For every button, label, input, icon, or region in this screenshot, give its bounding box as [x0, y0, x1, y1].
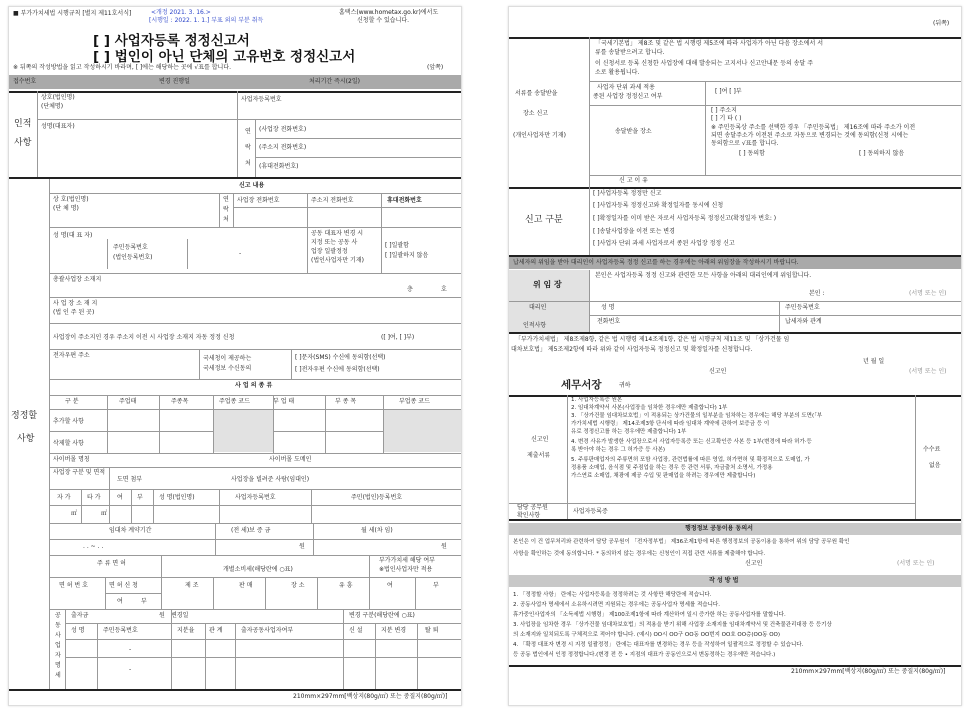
joint-char-0: 공 [55, 612, 61, 619]
lease-col-3: 부 [137, 494, 143, 501]
r-contact-1: 연 [223, 196, 229, 203]
r-dash: - [239, 250, 242, 257]
kind-item-4[interactable]: [ ]송달사업장을 이전 또는 변경 [593, 228, 675, 235]
premises-lease-label: 사업장을 빌려준 사람(임대인) [231, 476, 310, 483]
form-title-1: [ ] 사업자등록 정정신고서 [93, 33, 250, 49]
biz-col-5: 부 종 목 [335, 398, 357, 405]
method-item-4: 3. 사업장을 임차한 경우 「상가건물 임대차보호법」의 적용을 받기 위해 사업장 소재지를 임대차계약서 및 건축물관리대장 등 등기상 [513, 622, 832, 628]
excise-col-2: 장 소 [291, 582, 305, 589]
applicant-sign: (서명 또는 인) [909, 368, 947, 375]
delegate-title: 위 임 장 [533, 280, 562, 289]
report-section-title: 신고 내용 [239, 182, 265, 189]
delivery-reason-label: 신 고 이 유 [619, 177, 648, 184]
joint-char-2: 사 [55, 632, 61, 639]
personal-label-1: 인적 [14, 119, 32, 129]
enforcement-note: [시행일 : 2022. 1. 1.] 부표 외의 부분 취득 [149, 17, 264, 24]
joint-col-0: 성 명 [71, 627, 85, 634]
delivery-q-1: 사업자 단위 과세 적용 [597, 84, 655, 91]
biz-code-shade-1 [213, 410, 273, 452]
rep-name-label: 성명(대표자) [41, 123, 75, 130]
license-no-label: 면 허 번 호 [59, 582, 88, 589]
r-mobile: 휴대전화번호 [387, 197, 422, 204]
joint-col-1: 주민등록번호 [103, 627, 138, 634]
delivery-addr[interactable]: [ ] 주소지 [711, 107, 737, 114]
joint-char-4: 자 [55, 652, 61, 659]
r-email-label: 전자우편 주소 [53, 352, 90, 359]
joint-change-label: 변경일 [171, 612, 189, 619]
online-note-2: 신청할 수 있습니다. [357, 17, 410, 24]
excise-title: 개별소비세(해당란에 ○표) [223, 566, 293, 573]
delivery-note-1: ※ 주민등록상 주소를 선택한 경우 「주민등록법」 제16조에 따라 주소가 이전 [711, 124, 916, 131]
attach-item-3: 3. 「상가건물 임대차보호법」이 적용되는 상가건물의 일부분을 임차하는 경우에는 해당 부분의 도면(「부 [571, 413, 823, 419]
company-name-label: 상호(법인명) [41, 94, 75, 101]
r-email-b: 국세정보 수신동의 [203, 365, 252, 372]
agent-name: 성 명 [601, 304, 615, 311]
joint-amount-label: 출자금 [71, 612, 89, 619]
joint-dash-1: - [129, 646, 132, 653]
org-name-label: (단체명) [41, 103, 64, 110]
online-note: 홈택스(www.hometax.go.kr)에서도 [339, 9, 439, 16]
r-move-text: 사업장이 주소지인 경우 주소지 이전 시 사업장 소재지 자동 정정 신청 [53, 334, 235, 341]
page-side-label: (앞쪽) [427, 64, 444, 71]
joint-char-1: 동 [55, 622, 61, 629]
joint-won: 원 [159, 612, 165, 619]
kind-item-3[interactable]: [ ]확정일자를 이미 받은 자로서 사업자등록 정정신고(확정일자 번호: ) [593, 215, 777, 222]
reg-no-label: 사업자등록번호 [241, 96, 282, 103]
license-opt-yes[interactable]: 여 [117, 598, 123, 605]
premises-type-label: 사업장 구분 및 면적 [53, 469, 106, 476]
agent-label-1: 대리인 [529, 304, 547, 311]
lease-col-5: 사업자등록번호 [235, 494, 276, 501]
r-home-phone: 주소지 전화번호 [311, 197, 354, 204]
r-common-4: (법인사업자만 기재) [311, 257, 364, 264]
joint-col-5: 신 설 [349, 627, 363, 634]
method-item-7: 등 공동 법인에서 인정 정정합니다.(변경 전 등 • 지점의 대표가 공동인으로서 변동정하는 경우에만 적습니다.) [513, 652, 776, 658]
license-opt-no[interactable]: 부 [141, 598, 147, 605]
biz-phone-label: (사업장 전화번호) [259, 126, 307, 133]
consent-who: 신고인 [745, 560, 763, 567]
joint-char-3: 업 [55, 642, 61, 649]
vat-opt-no[interactable]: 부 [433, 582, 439, 589]
biz-type-title: 사 업 의 종 류 [235, 382, 273, 389]
excise-col-3: 유 흥 [339, 582, 353, 589]
r-corp-reg-label: (법인등록번호) [113, 254, 153, 261]
biz-col-1: 주업태 [119, 398, 137, 405]
biz-col-6: 부업종 코드 [399, 398, 430, 405]
attach-item-9: 정용품 소매업, 음식점 및 주점업을 하는 경우 등 관련 서류, 자금출처 소명서, 가정용 [571, 465, 773, 471]
delivery-etc[interactable]: [ ] 기 타 ( ) [711, 115, 742, 122]
cyber-mall-label: 사이버몰 명칭 [53, 456, 90, 463]
fee-label: 수수료 [923, 446, 941, 453]
biz-col-3: 주업종 코드 [219, 398, 250, 405]
fee-value: 없음 [929, 462, 941, 469]
r-email-sms[interactable]: [ ]문자(SMS) 수신에 동의함(선택) [295, 354, 386, 361]
contact-char-2: 락 [245, 144, 251, 151]
attach-left-2: 제출서류 [527, 452, 551, 459]
attach-item-6: 4. 변경 사유가 발생한 사업장으로서 사업자등록증 또는 신고확인증 사본 등 1부(변경에 따라 허가·등 [571, 439, 812, 445]
vat-sub: ※법인사업자만 적용 [379, 566, 433, 573]
cyber-domain-label: 사이버몰 도메인 [269, 456, 312, 463]
deposit-label: (전 세)보 증 금 [231, 527, 271, 534]
delivery-yn[interactable]: [ ]여 [ ]부 [715, 88, 742, 95]
contact-char-1: 연 [245, 128, 251, 135]
paper-spec-back: 210mm×297mm[백상지(80g/㎡) 또는 중질지(80g/㎡)] [791, 668, 946, 675]
biz-code-shade-2 [383, 410, 461, 452]
vat-opt-yes[interactable]: 여 [387, 582, 393, 589]
lease-dates: . . ~ . . [83, 543, 104, 550]
joint-char-6: 세 [55, 672, 61, 679]
delivery-text-2: 류를 송달받으려고 합니다. [595, 49, 665, 56]
agent-phone: 전화번호 [597, 318, 621, 325]
kind-item-1[interactable]: [ ]사업자등록 정정만 신고 [593, 190, 662, 197]
delivery-q-2: 종된 사업장 정정신고 여부 [593, 93, 663, 100]
receipt-bar [9, 75, 461, 89]
method-item-1: 1. 「정정할 사항」 란에는 사업자등록을 정정하려는 것 사항만 해당란에 적습니다. [513, 592, 712, 598]
form-page-front [8, 6, 462, 706]
r-contact-3: 처 [223, 216, 229, 223]
method-title: 작 성 방 법 [709, 577, 739, 584]
lease-col-4: 성 명(법인명) [159, 494, 195, 501]
legal-text-2: 대차보호법」 제5조제2항에 따라 위와 같이 사업자등록 정정신고 및 확정일자를 신청합니다. [511, 346, 753, 353]
license-title: 주 류 면 허 [97, 560, 126, 567]
lease-term-label: 임대차 계약기간 [109, 527, 152, 534]
r-common-no[interactable]: [ ]일괄하지 않음 [385, 252, 429, 259]
r-email-mail[interactable]: [ ]전자우편 수신에 동의함(선택) [295, 366, 380, 373]
monthly-won: 원 [441, 543, 447, 550]
kind-item-5[interactable]: [ ]사업자 단위 과세 사업자로서 종된 사업장 정정 신고 [593, 240, 735, 247]
delivery-note-2: 되면 송달주소가 이전된 주소로 자동으로 변경되는 것에 동의함(신청 시에는 [711, 132, 909, 139]
delivery-text-3: 이 신청서로 등록 신청한 사업장에 대해 발송되는 고지서나 신고안내문 등의 송달 주 [595, 60, 814, 67]
attach-item-1: 1. 사업자등록증 원본 [571, 397, 623, 403]
report-kind-label: 신고 구분 [525, 215, 563, 225]
r-addr-1: 사 업 장 소 재 지 [53, 300, 98, 307]
instruction-text: ※ 뒤쪽의 작성방법을 읽고 작성하시기 바라며, [ ]에는 해당하는 곳에 √표를 합니다. [13, 64, 232, 71]
delivery-place-label: 송달받을 장소 [615, 128, 652, 135]
biz-row-add: 추가할 사항 [53, 418, 84, 425]
change-label-2: 사항 [17, 434, 35, 444]
joint-col-7: 탈 퇴 [425, 627, 439, 634]
joint-dash-2: - [129, 666, 132, 673]
consent-line-2: 사항을 확인하는 것에 동의합니다. * 동의하지 않는 경우에는 신청인이 직접 관련 서류를 제출해야 합니다. [513, 551, 766, 557]
lease-col-2: 여 [117, 494, 123, 501]
r-resid-label: 주민등록번호 [113, 244, 148, 251]
consent-line-1: 본인은 이 건 업무처리와 관련하여 담당 공무원이 「전자정부법」 제36조제1항에 따른 행정정보의 공동이용을 통하여 위의 담당 공무원 확인 [513, 539, 850, 545]
area-unit-2: ㎡ [101, 510, 108, 517]
officer-check-value: 사업자등록증 [573, 508, 608, 515]
mobile-label: (휴대전화번호) [259, 163, 299, 170]
agent-rel: 납세자와 관계 [785, 318, 822, 325]
r-move-options[interactable]: ([ ]여, [ ]부) [381, 334, 415, 341]
delegate-self: 본인 : [809, 290, 825, 297]
joint-col-4: 출자공동사업자여부 [241, 627, 294, 634]
kind-item-2[interactable]: [ ]사업자등록 정정신고와 확정일자를 동시에 신청 [593, 202, 724, 209]
back-side-label: (뒤쪽) [933, 20, 950, 27]
method-item-6: 4. 「확정 대표자 변경 시 지정 일괄정정」 란에는 대표자를 변경하는 경우 등을 작성하여 일괄적으로 정정할 수 있습니다. [513, 642, 804, 648]
r-area-label: 총괄사업장 소재지 [53, 276, 102, 283]
r-company-label: 상 호(법인명) [53, 196, 89, 203]
delivery-label-3: (개인사업자만 기재) [513, 132, 566, 139]
form-title-2: [ ] 법인이 아닌 단체의 고유번호 정정신고서 [93, 49, 356, 65]
r-addr-2: (법 인 주 된 곳) [53, 309, 95, 316]
form-number: ■ 부가가치세법 시행규칙 [별지 제11호서식] [13, 10, 132, 17]
applicant-label: 신고인 [709, 368, 727, 375]
r-common-yes[interactable]: [ ]일괄함 [385, 242, 409, 249]
agent-resid: 주민등록번호 [785, 304, 820, 311]
r-floor: 층 [407, 286, 413, 293]
delivery-text-4: 소로 활용됩니다. [595, 69, 640, 76]
attach-item-7: 록 받아야 하는 경우 그 허가증 등 사본) [571, 447, 666, 453]
deposit-won: 원 [299, 543, 305, 550]
r-common-3: 업장 일괄정정 [311, 248, 348, 255]
biz-col-0: 구 분 [65, 398, 79, 405]
area-unit-1: ㎡ [71, 510, 78, 517]
method-item-5: 의 소재지와 일치되도록 구체적으로 적어야 합니다. (예시) OO시 OO구 OO동 OO번지 OO호 OO층(OO동 OO) [513, 632, 781, 638]
r-unit: 호 [441, 286, 447, 293]
joint-col-2: 지분율 [177, 627, 195, 634]
attach-item-5: 유로 정정신고를 하는 경우에만 제출합니다) 1부 [571, 429, 687, 435]
r-common-1: 공동 대표자 변경 시 [311, 230, 364, 237]
biz-col-2: 주종목 [171, 398, 189, 405]
biz-row-del: 삭제할 사항 [53, 440, 84, 447]
tax-office: 세무서장 [561, 379, 602, 391]
license-apply-label: 면 허 신 청 [109, 582, 138, 589]
home-phone-label: (주소지 전화번호) [259, 144, 307, 151]
joint-col-6: 지분 변경 [381, 627, 407, 634]
form-page-back [508, 6, 962, 706]
revision-note: <개정 2021. 3. 16.> [151, 9, 211, 16]
joint-col-3: 관 계 [209, 627, 223, 634]
agent-label-2: 인적사항 [523, 322, 547, 329]
consent-sign: (서명 또는 인) [897, 560, 935, 567]
r-contact-2: 락 [223, 206, 229, 213]
delivery-label-2: 장소 신고 [523, 110, 549, 117]
lease-col-6: 주민(법인)등록번호 [351, 494, 403, 501]
officer-check-2: 확인사항 [517, 512, 541, 519]
delivery-note-3: 동의함으로 √표를 합니다. [711, 140, 779, 147]
attach-item-8: 5. 주류판매업자의 주류면허 포함 사업장, 관련법률에 따른 영업, 허가면허 및 확정적으로 도매업, 가 [571, 457, 810, 463]
joint-kind-label: 변경 구분(해당란에 ○표) [349, 612, 415, 619]
method-item-2: 2. 공동사업자 명세에서 소유하시려면 지원되는 경우에는 공동사업자 명세를 적습니다. [513, 602, 720, 608]
change-label-1: 정정할 [11, 411, 38, 421]
consent-title: 행정정보 공동이용 동의서 [685, 525, 753, 532]
attach-item-4: 가가치세법 시행령」 제14조제3항 단서에 따라 임대차 계약에 관하여 보증금 등 이 [571, 421, 770, 427]
lease-col-0: 자 가 [57, 494, 71, 501]
joint-char-5: 명 [55, 662, 61, 669]
personal-label-2: 사항 [14, 138, 32, 148]
delivery-text-1: 「국세기본법」 제8조 및 같은 법 시행령 제5조에 따라 사업자가 아닌 다음 장소에서 서 [595, 40, 823, 47]
attach-item-10: 가스연료 소매업, 채광에 제공 수입 및 판매업을 하려는 경우에만 제출합니다) [571, 473, 756, 479]
r-common-2: 지정 또는 공동 사 [311, 239, 358, 246]
vat-title: 부가가치세 해당 여부 [379, 557, 435, 564]
processing-period: 처리기간 즉시(2일) [309, 78, 360, 85]
legal-text-1: 「부가가치세법」 제8조제8항, 같은 법 시행령 제14조제1항, 같은 법 시행규칙 제11조 및 「상가건물 임 [515, 336, 790, 343]
excise-col-0: 제 조 [185, 582, 199, 589]
delegate-banner: 납세자의 위임을 받아 대리인이 사업자등록 정정 신고를 하는 경우에는 아래의 위임장을 작성하시기 바랍니다. [513, 259, 799, 266]
delivery-label-1: 서류를 송달받을 [515, 90, 558, 97]
delegate-sign: (서명 또는 인) [909, 290, 947, 297]
attach-item-2: 2. 임대차계약서 사본(사업장을 임차한 경우에만 제출합니다) 1부 [571, 405, 728, 411]
receipt-no-label: 접수번호 [13, 78, 37, 85]
method-item-3: 휴가중인사업자의 「소득세법 시행령」 제100조제1항에 따라 계산하여 일시 증가한 하는 공동사업자를 말합니다. [513, 612, 786, 618]
premises-own-label: 도면 첨부 [117, 476, 143, 483]
progress-label: 변경 진행일 [159, 78, 190, 85]
r-org-label: (단 체 명) [53, 205, 79, 212]
paper-spec-front: 210mm×297mm[백상지(80g/㎡) 또는 중질지(80g/㎡)] [293, 693, 448, 700]
delivery-agree[interactable]: [ ] 동의함 [739, 150, 765, 157]
r-rep-label: 성 명(대 표 자) [53, 232, 93, 239]
attach-left-1: 신고인 [531, 436, 549, 443]
monthly-label: 월 세(차 임) [361, 527, 393, 534]
officer-check-1: 담당 공무원 [517, 504, 548, 511]
delegate-text: 본인은 사업자등록 정정 신고와 관련한 모든 사항을 아래의 대리인에게 위임합니다. [595, 272, 812, 279]
contact-char-3: 처 [245, 160, 251, 167]
r-email-a: 국세청이 제공하는 [203, 355, 252, 362]
r-biz-phone: 사업장 전화번호 [237, 197, 280, 204]
to-label: 귀하 [619, 382, 631, 389]
excise-col-1: 판 매 [239, 582, 253, 589]
lease-col-1: 타 가 [87, 494, 101, 501]
biz-col-4: 부 업 태 [273, 398, 295, 405]
date-line: 년 월 일 [863, 358, 885, 365]
delivery-disagree[interactable]: [ ] 동의하지 않음 [859, 150, 905, 157]
